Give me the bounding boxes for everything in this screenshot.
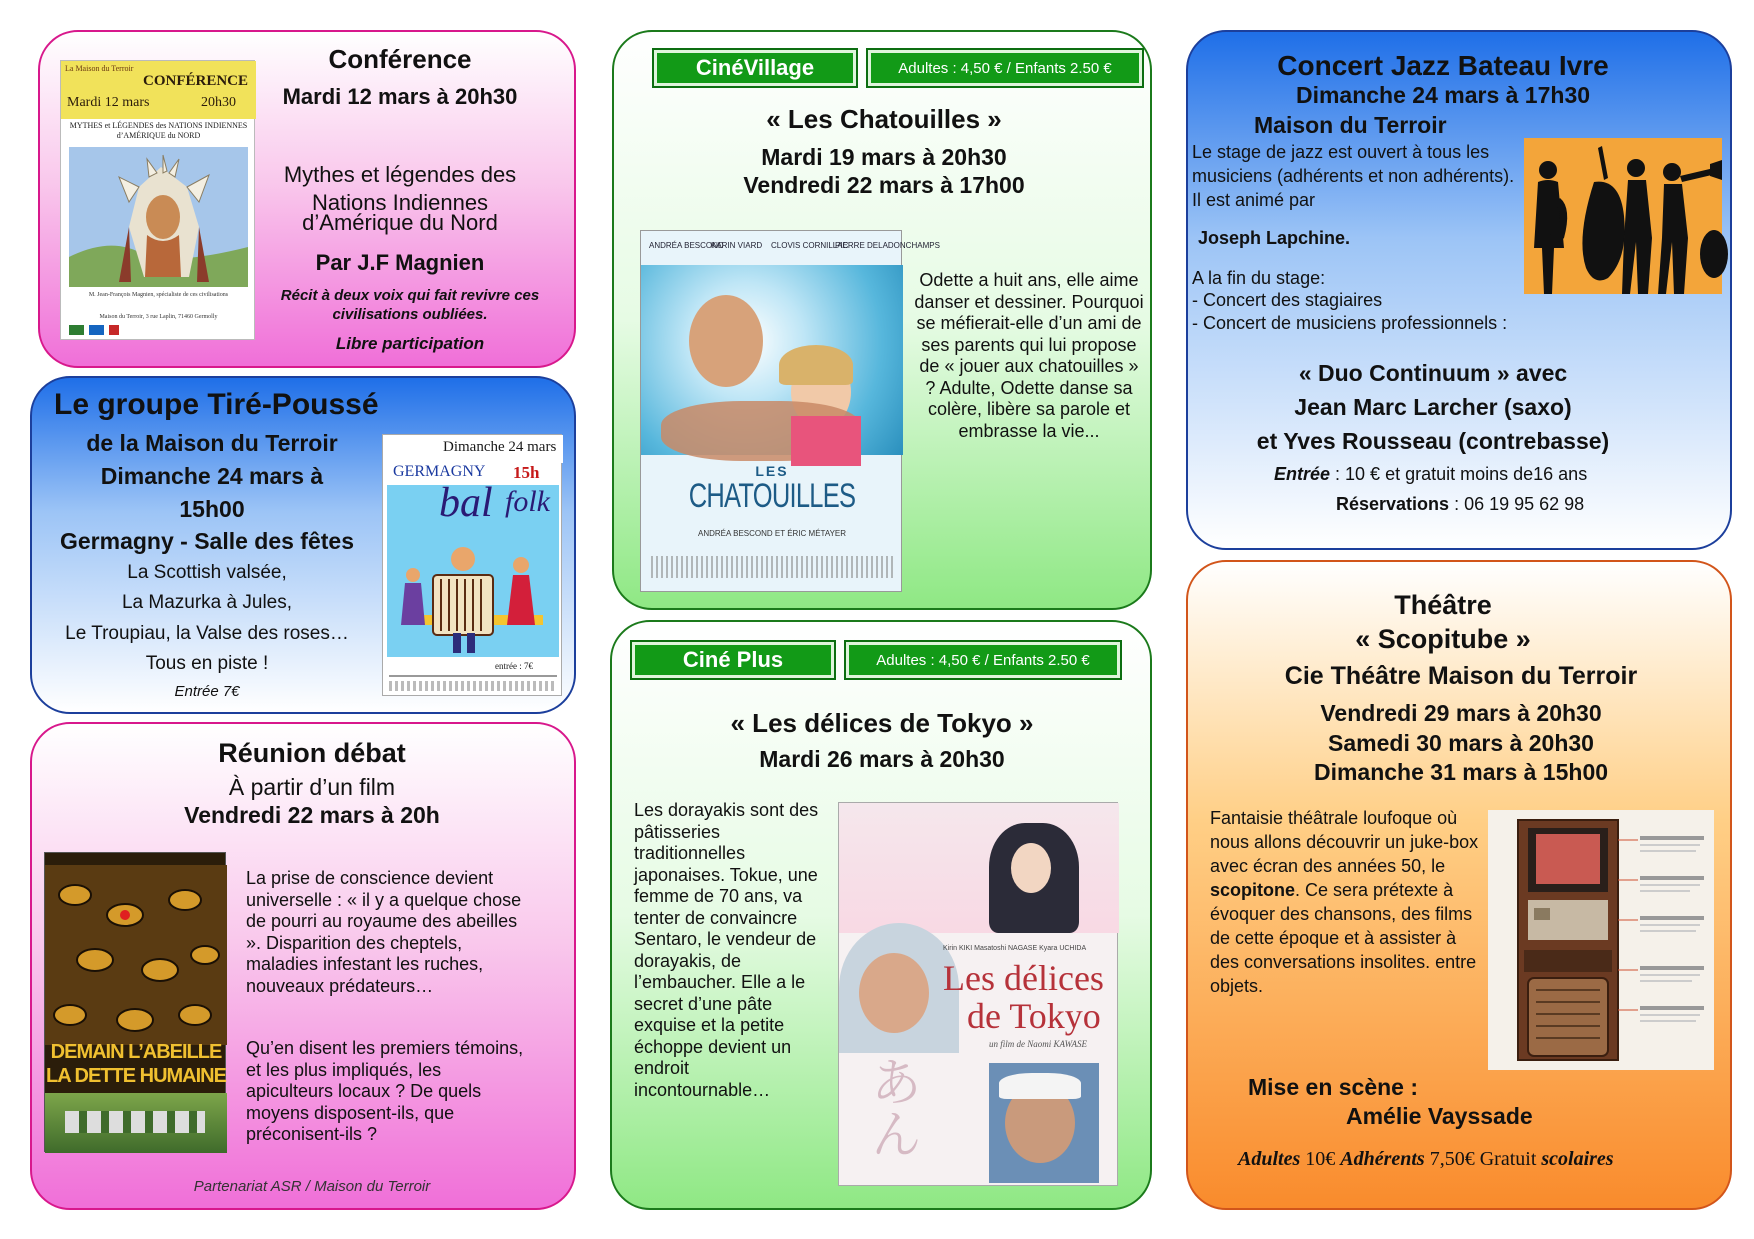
tire-pousse-line: 15h00 <box>179 496 245 522</box>
price-adults: 10€ <box>1300 1148 1341 1170</box>
jazz-band-silhouette-icon <box>1524 138 1722 294</box>
poster-kana: あん <box>862 1055 919 1159</box>
bee-swarm-icon <box>45 865 227 1045</box>
poster-cast: Kirin KIKI Masatoshi NAGASE Kyara UCHIDA <box>943 945 1087 952</box>
theatre-mise-label: Mise en scène : <box>1248 1074 1419 1100</box>
theatre-prices <box>1238 1148 1614 1171</box>
poster-director: un film de Naomi KAWASE <box>989 1039 1088 1049</box>
theatre-body-after: . Ce sera prétexte à évoquer des chansons, des films de cette époque et à assister à des conversations insolites. entre objets. <box>1210 880 1477 996</box>
theatre-company: Cie Théâtre Maison du Terroir <box>1284 662 1638 690</box>
poster-speaker: M. Jean-François Magnien, spécialiste de ces civilisations <box>88 292 229 298</box>
poster-heading: CONFÉRENCE <box>143 73 249 89</box>
conference-line: d’Amérique du Nord <box>302 210 498 235</box>
chatouilles-poster <box>640 230 940 592</box>
cinevillage-card <box>612 30 1152 610</box>
theatre-play: « Scopitube » <box>1355 624 1531 654</box>
poster-title: CHATOUILLES <box>688 477 856 515</box>
conference-line: Mythes et légendes des <box>283 162 517 187</box>
reunion-date: Vendredi 22 mars à 20h <box>184 802 440 828</box>
abeille-poster <box>44 852 226 1152</box>
cineplus-date: Mardi 26 mars à 20h30 <box>759 746 1005 772</box>
price-adults-label: Adultes <box>1238 1148 1301 1170</box>
jazz-entry-text: : 10 € et gratuit moins de16 ans <box>1330 464 1588 484</box>
conference-tagline: Récit à deux voix qui fait revivre ces <box>280 287 540 304</box>
cineplus-film: « Les délices de Tokyo » <box>730 708 1034 738</box>
poster-time: 15h <box>513 463 540 482</box>
cineplus-card <box>610 620 1152 1210</box>
poster-brand: La Maison du Terroir <box>65 64 134 73</box>
theatre-date: Samedi 30 mars à 20h30 <box>1328 730 1594 756</box>
jukebox-icon <box>1488 810 1714 1070</box>
jazz-place: Maison du Terroir <box>1254 112 1447 138</box>
poster-town: GERMAGNY <box>393 463 486 480</box>
price-members-label: Adhérents <box>1340 1148 1425 1170</box>
tire-pousse-title: Le groupe Tiré-Poussé <box>54 388 379 421</box>
jazz-entry-label: Entrée <box>1274 464 1331 484</box>
accordion-dancers-icon <box>393 535 553 655</box>
cinevillage-date: Vendredi 22 mars à 17h00 <box>743 172 1025 198</box>
poster-cast: ANDRÉA BESCOND <box>649 241 724 250</box>
conference-card <box>38 30 576 368</box>
poster-entry: entrée : 7€ <box>495 661 533 671</box>
price-members: 7,50€ Gratuit <box>1424 1148 1542 1170</box>
cinevillage-synopsis: Odette a huit ans, elle aime danser et dessiner. Pourquoi se méfierait-elle d’un ami de ses parents qui lui propose de « jouer aux chatouilles » ? Adulte, Odette danse sa colère, libère sa parole et embrasse la vie... <box>914 270 1144 441</box>
theatre-body-bold: scopitone <box>1210 880 1296 900</box>
conference-poster <box>60 60 255 340</box>
poster-title-folk: folk <box>505 485 550 518</box>
tokyo-poster <box>838 802 1118 1186</box>
poster-line2: LA DETTE HUMAINE <box>46 1065 226 1087</box>
jazz-duo: « Duo Continuum » avec <box>1298 360 1568 386</box>
theatre-card <box>1186 560 1732 1210</box>
conference-author: Par J.F Magnien <box>315 250 485 275</box>
theatre-body <box>1210 806 1480 998</box>
conference-title: Conférence <box>328 44 472 74</box>
jazz-end-item: - Concert des stagiaires <box>1192 290 1383 310</box>
theatre-date: Dimanche 31 mars à 15h00 <box>1313 759 1609 785</box>
poster-cast: PIERRE DELADONCHAMPS <box>835 241 940 250</box>
tire-pousse-dance: Tous en piste ! <box>145 653 269 674</box>
tire-pousse-dance: La Mazurka à Jules, <box>121 592 293 613</box>
jazz-intro: Le stage de jazz est ouvert à tous les musiciens (adhérents et non adhérents). Il est animé par <box>1192 142 1515 210</box>
poster-line1: DEMAIN L’ABEILLE <box>50 1041 222 1063</box>
cineplus-synopsis: Les dorayakis sont des pâtisseries traditionnelles japonaises. Tokue, une femme de 70 ans, va tenter de convaincre Sentaro, le vendeur de dorayakis, de l’embaucher. Elle a le secret d’une pâte exquise et la petite échoppe devient un endroit incontournable… <box>634 800 819 1100</box>
theatre-date: Vendredi 29 mars à 20h30 <box>1320 700 1602 726</box>
reunion-footer: Partenariat ASR / Maison du Terroir <box>193 1178 431 1195</box>
jazz-end-title: A la fin du stage: <box>1192 268 1326 288</box>
poster-credit: ANDRÉA BESCOND ET ÉRIC MÉTAYER <box>697 529 847 538</box>
poster-logos <box>69 325 119 335</box>
poster-date: Dimanche 24 mars <box>443 439 557 455</box>
jazz-resa-text: : 06 19 95 62 98 <box>1449 494 1585 514</box>
jazz-card <box>1186 30 1732 550</box>
jazz-resa <box>1336 494 1584 515</box>
cinevillage-film: « Les Chatouilles » <box>766 104 1002 134</box>
poster-title-les: LES <box>755 463 789 479</box>
reunion-body2: Qu’en disent les premiers témoins, et les plus impliqués, les apiculteurs locaux ? De quels moyens disposent-ils, que préconisent-ils ? <box>246 1038 524 1144</box>
cinevillage-date: Mardi 19 mars à 20h30 <box>761 144 1007 170</box>
jazz-entry <box>1274 464 1587 485</box>
poster-title: de Tokyo <box>967 996 1101 1036</box>
tire-pousse-dance: Le Troupiau, la Valse des roses… <box>65 623 349 644</box>
poster-title-bal: bal <box>439 480 493 526</box>
jazz-resa-label: Réservations <box>1336 494 1450 514</box>
poster-date: Mardi 12 mars <box>67 95 150 110</box>
conference-date: Mardi 12 mars à 20h30 <box>282 84 518 109</box>
reunion-title: Réunion débat <box>218 738 406 768</box>
theatre-title: Théâtre <box>1394 590 1492 620</box>
tire-pousse-line: Dimanche 24 mars à <box>100 463 324 489</box>
jazz-teacher: Joseph Lapchine. <box>1198 228 1351 248</box>
poster-cast: CLOVIS CORNILLAC <box>771 241 849 250</box>
reunion-subtitle: À partir d’un film <box>228 774 396 800</box>
cinevillage-prices: Adultes : 4,50 € / Enfants 2.50 € <box>868 50 1142 86</box>
tire-pousse-card <box>30 376 576 714</box>
bal-folk-poster <box>382 434 562 696</box>
jazz-duo: Jean Marc Larcher (saxo) <box>1294 394 1572 420</box>
jazz-duo: et Yves Rousseau (contrebasse) <box>1256 428 1610 454</box>
chief-portrait-icon <box>69 147 248 287</box>
tire-pousse-dance: La Scottish valsée, <box>127 562 287 583</box>
poster-subtitle: MYTHES et LÉGENDES des NATIONS INDIENNES d’AMÉRIQUE du NORD <box>69 121 248 140</box>
conference-price: Libre participation <box>335 334 485 353</box>
cineplus-badge: Ciné Plus <box>632 642 834 678</box>
cinevillage-badge: CinéVillage <box>654 50 856 86</box>
conference-line: Nations Indiennes <box>311 190 489 215</box>
tire-pousse-place: Germagny - Salle des fêtes <box>59 528 354 554</box>
cineplus-prices: Adultes : 4,50 € / Enfants 2.50 € <box>846 642 1120 678</box>
conference-tagline: civilisations oubliées. <box>332 306 488 323</box>
jazz-date: Dimanche 24 mars à 17h30 <box>1295 82 1591 108</box>
price-students-label: scolaires <box>1541 1148 1614 1170</box>
reunion-body1: La prise de conscience devient universelle : « il y a quelque chose de pourri au royaume des abeilles ». Disparition des cheptels, maladies infestant les ruches, nouveaux prédateurs… <box>246 868 522 996</box>
tire-pousse-price: Entrée 7€ <box>174 683 240 700</box>
poster-time: 20h30 <box>201 95 236 110</box>
jazz-title: Concert Jazz Bateau Ivre <box>1277 50 1609 81</box>
poster-footer: Maison du Terroir, 3 rue Laplin, 71460 Germolly <box>99 314 218 320</box>
jazz-end-item: - Concert de musiciens professionnels : <box>1192 313 1508 333</box>
tire-pousse-line: de la Maison du Terroir <box>86 430 338 456</box>
reunion-card <box>30 722 576 1210</box>
theatre-director: Amélie Vayssade <box>1346 1103 1533 1129</box>
poster-title: Les délices <box>943 958 1104 998</box>
theatre-body-before: Fantaisie théâtrale loufoque où nous allons découvrir un juke-box avec écran des années 50, le <box>1210 808 1479 876</box>
poster-cast: KARIN VIARD <box>711 241 763 250</box>
